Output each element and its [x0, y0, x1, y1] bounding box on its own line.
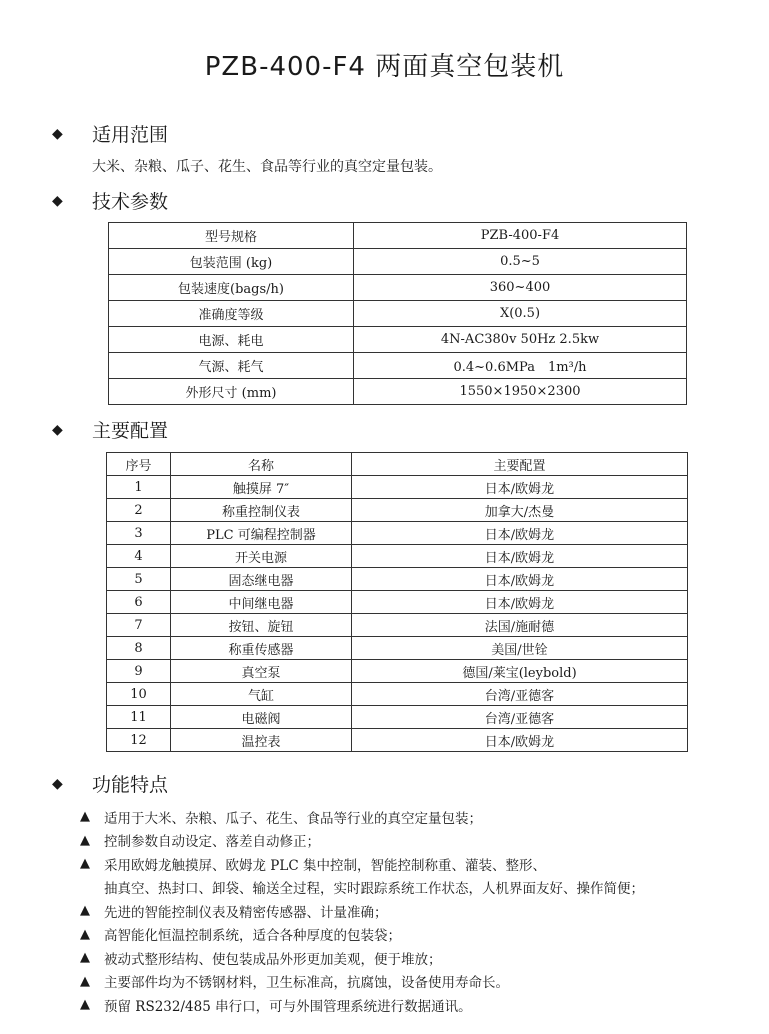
diamond-bullet-icon: ◆ — [52, 421, 63, 438]
col-header-brand: 主要配置 — [352, 453, 688, 476]
config-table — [106, 452, 688, 752]
spec-row — [109, 301, 687, 327]
diamond-bullet-icon: ◆ — [52, 125, 63, 142]
config-no: 12 — [107, 729, 171, 752]
config-brand: 德国/莱宝(leybold) — [352, 660, 688, 683]
feature-text: 控制参数自动设定、落差自动修正； — [104, 834, 320, 851]
config-no: 5 — [107, 568, 171, 591]
config-no: 7 — [107, 614, 171, 637]
config-brand: 台湾/亚德客 — [352, 706, 688, 729]
spec-value: 1550×1950×2300 — [354, 379, 687, 405]
config-name: 气缸 — [171, 683, 352, 706]
config-header-row — [107, 453, 688, 476]
spec-row — [109, 275, 687, 301]
table-row — [107, 476, 688, 499]
table-row — [107, 660, 688, 683]
spec-label: 电源、耗电 — [109, 327, 354, 353]
config-name: PLC 可编程控制器 — [171, 522, 352, 545]
spec-value: 0.4~0.6MPa 1m³/h — [354, 353, 687, 379]
config-no: 8 — [107, 637, 171, 660]
spec-label: 准确度等级 — [109, 301, 354, 327]
config-name: 开关电源 — [171, 545, 352, 568]
feature-text: 主要部件均为不锈钢材料，卫生标准高，抗腐蚀，设备使用寿命长。 — [104, 975, 509, 992]
table-row — [107, 522, 688, 545]
spec-value: 360~400 — [354, 275, 687, 301]
spec-table — [108, 222, 687, 405]
config-no: 1 — [107, 476, 171, 499]
feature-text: 高智能化恒温控制系统，适合各种厚度的包装袋； — [104, 928, 401, 945]
section-scope-heading — [52, 120, 168, 147]
triangle-bullet-icon: ▲ — [80, 926, 90, 942]
table-row — [107, 614, 688, 637]
scope-text: 大米、杂粮、瓜子、花生、食品等行业的真空定量包装。 — [92, 159, 442, 175]
config-name: 中间继电器 — [171, 591, 352, 614]
spec-row — [109, 249, 687, 275]
diamond-bullet-icon: ◆ — [52, 192, 63, 209]
spec-value: 4N-AC380v 50Hz 2.5kw — [354, 327, 687, 353]
config-brand: 加拿大/杰曼 — [352, 499, 688, 522]
config-no: 3 — [107, 522, 171, 545]
config-name: 称重传感器 — [171, 637, 352, 660]
list-item — [80, 876, 760, 900]
section-params-heading — [52, 187, 168, 214]
feature-text: 采用欧姆龙触摸屏、欧姆龙 PLC 集中控制，智能控制称重、灌装、整形、 — [104, 857, 546, 874]
triangle-bullet-icon: ▲ — [80, 809, 90, 825]
table-row — [107, 729, 688, 752]
config-brand: 日本/欧姆龙 — [352, 729, 688, 752]
section-title: 适用范围 — [92, 124, 169, 146]
config-name: 触摸屏 7″ — [171, 476, 352, 499]
spec-row — [109, 223, 687, 249]
triangle-bullet-icon: ▲ — [80, 903, 90, 919]
spec-label: 包装范围 (kg) — [109, 249, 354, 275]
spec-row — [109, 353, 687, 379]
triangle-bullet-icon: ▲ — [80, 973, 90, 989]
config-brand: 美国/世铨 — [352, 637, 688, 660]
list-item — [80, 899, 760, 923]
config-brand: 台湾/亚德客 — [352, 683, 688, 706]
section-features-heading — [52, 770, 168, 797]
config-no: 10 — [107, 683, 171, 706]
config-name: 温控表 — [171, 729, 352, 752]
section-title: 技术参数 — [92, 191, 169, 213]
config-brand: 日本/欧姆龙 — [352, 591, 688, 614]
config-no: 4 — [107, 545, 171, 568]
spec-label: 气源、耗气 — [109, 353, 354, 379]
spec-row — [109, 379, 687, 405]
page-title: PZB-400-F4 两面真空包装机 — [204, 52, 565, 82]
config-no: 6 — [107, 591, 171, 614]
spec-label: 包装速度(bags/h) — [109, 275, 354, 301]
spec-value: PZB-400-F4 — [354, 223, 687, 249]
triangle-bullet-icon: ▲ — [80, 997, 90, 1013]
section-title: 主要配置 — [92, 420, 169, 442]
feature-text: 先进的智能控制仪表及精密传感器、计量准确； — [104, 904, 388, 921]
triangle-bullet-icon: ▲ — [80, 856, 90, 872]
list-item — [80, 970, 760, 994]
list-item — [80, 805, 760, 829]
section-config-heading — [52, 416, 168, 443]
feature-list — [80, 805, 760, 1017]
config-brand: 日本/欧姆龙 — [352, 522, 688, 545]
feature-text: 被动式整形结构、使包装成品外形更加美观，便于堆放； — [104, 951, 442, 968]
config-brand: 日本/欧姆龙 — [352, 545, 688, 568]
table-row — [107, 591, 688, 614]
table-row — [107, 637, 688, 660]
list-item — [80, 946, 760, 970]
spec-label: 型号规格 — [109, 223, 354, 249]
config-name: 称重控制仪表 — [171, 499, 352, 522]
config-name: 固态继电器 — [171, 568, 352, 591]
table-row — [107, 706, 688, 729]
feature-text: 抽真空、热封口、卸袋、输送全过程，实时跟踪系统工作状态，人机界面友好、操作简便； — [104, 881, 644, 898]
config-no: 9 — [107, 660, 171, 683]
list-item — [80, 923, 760, 947]
feature-text: 适用于大米、杂粮、瓜子、花生、食品等行业的真空定量包装； — [104, 810, 482, 827]
table-row — [107, 545, 688, 568]
table-row — [107, 568, 688, 591]
config-brand: 日本/欧姆龙 — [352, 476, 688, 499]
list-item — [80, 852, 760, 876]
feature-text: 预留 RS232/485 串行口，可与外围管理系统进行数据通讯。 — [104, 998, 472, 1015]
list-item — [80, 993, 760, 1017]
table-row — [107, 683, 688, 706]
config-name: 电磁阀 — [171, 706, 352, 729]
config-brand: 日本/欧姆龙 — [352, 568, 688, 591]
config-no: 11 — [107, 706, 171, 729]
config-name: 按钮、旋钮 — [171, 614, 352, 637]
triangle-bullet-icon: ▲ — [80, 832, 90, 848]
config-brand: 法国/施耐德 — [352, 614, 688, 637]
spec-label: 外形尺寸 (mm) — [109, 379, 354, 405]
config-no: 2 — [107, 499, 171, 522]
spec-row — [109, 327, 687, 353]
config-name: 真空泵 — [171, 660, 352, 683]
spec-value: X(0.5) — [354, 301, 687, 327]
col-header-name: 名称 — [171, 453, 352, 476]
list-item — [80, 829, 760, 853]
table-row — [107, 499, 688, 522]
triangle-bullet-icon: ▲ — [80, 950, 90, 966]
col-header-no: 序号 — [107, 453, 171, 476]
section-title: 功能特点 — [92, 774, 169, 796]
diamond-bullet-icon: ◆ — [52, 775, 63, 792]
spec-value: 0.5~5 — [354, 249, 687, 275]
